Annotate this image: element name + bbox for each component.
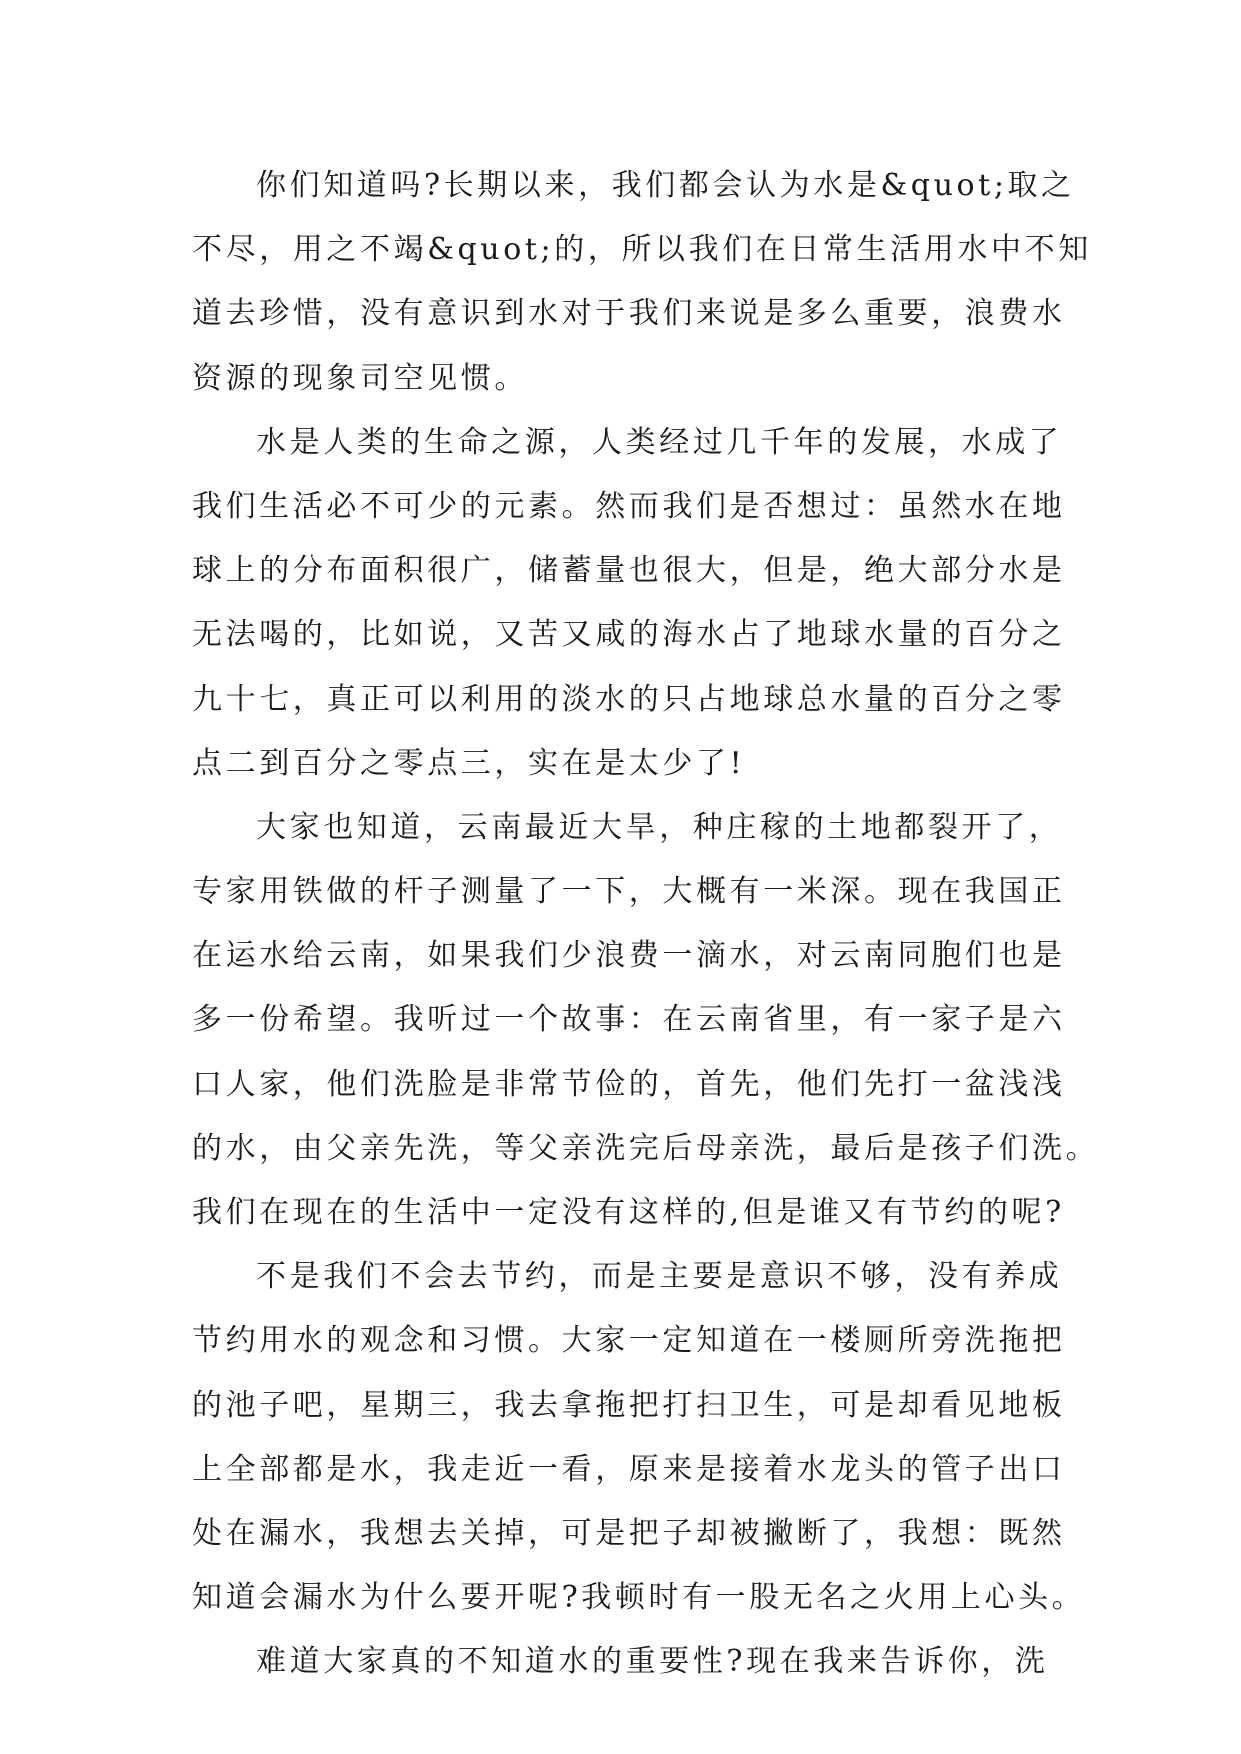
paragraph-line: 在运水给云南，如果我们少浪费一滴水，对云南同胞们也是 [192, 938, 1066, 974]
paragraph-line: 我们生活必不可少的元素。然而我们是否想过：虽然水在地 [192, 488, 1066, 524]
paragraph-line: 不是我们不会去节约，而是主要是意识不够，没有养成 [256, 1259, 1063, 1295]
paragraph-line: 难道大家真的不知道水的重要性?现在我来告诉你，洗 [256, 1644, 1049, 1680]
paragraph-line: 资源的现象司空见惯。 [192, 360, 528, 396]
paragraph-line: 专家用铁做的杆子测量了一下，大概有一米深。现在我国正 [192, 874, 1066, 910]
paragraph-line: 不尽，用之不竭&quot;的，所以我们在日常生活用水中不知 [192, 232, 1092, 268]
paragraph-3 [192, 796, 1100, 1245]
paragraph-line: 知道会漏水为什么要开呢?我顿时有一股无名之火用上心头。 [192, 1580, 1086, 1616]
paragraph-line: 的水，由父亲先洗，等父亲洗完后母亲洗，最后是孩子们洗。 [192, 1130, 1100, 1166]
paragraph-line: 处在漏水，我想去关掉，可是把子却被撇断了，我想：既然 [192, 1515, 1066, 1551]
paragraph-line: 上全部都是水，我走近一看，原来是接着水龙头的管子出口 [192, 1451, 1066, 1487]
paragraph-line: 我们在现在的生活中一定没有这样的,但是谁又有节约的呢? [192, 1195, 1065, 1230]
paragraph-line: 节约用水的观念和习惯。大家一定知道在一楼厕所旁洗拖把 [192, 1323, 1066, 1359]
paragraph-2 [192, 411, 1066, 796]
paragraph-4 [192, 1245, 1086, 1630]
paragraph-line: 口人家，他们洗脸是非常节俭的，首先，他们先打一盆浅浅 [192, 1066, 1066, 1102]
paragraph-line: 道去珍惜，没有意识到水对于我们来说是多么重要，浪费水 [192, 296, 1066, 332]
paragraph-line: 九十七，真正可以利用的淡水的只占地球总水量的百分之零 [192, 681, 1066, 717]
paragraph-line: 你们知道吗?长期以来，我们都会认为水是&quot;取之 [256, 168, 1075, 203]
paragraph-line: 无法喝的，比如说，又苦又咸的海水占了地球水量的百分之 [192, 617, 1066, 653]
paragraph-line: 大家也知道，云南最近大旱，种庄稼的土地都裂开了， [256, 809, 1063, 845]
paragraph-5 [192, 1630, 1052, 1694]
paragraph-line: 多一份希望。我听过一个故事：在云南省里，有一家子是六 [192, 1002, 1066, 1038]
paragraph-1 [192, 154, 1092, 411]
document-body [192, 154, 1100, 1695]
paragraph-line: 的池子吧，星期三，我去拿拖把打扫卫生，可是却看见地板 [192, 1387, 1066, 1423]
paragraph-line: 点二到百分之零点三，实在是太少了! [192, 745, 746, 781]
paragraph-line: 球上的分布面积很广，储蓄量也很大，但是，绝大部分水是 [192, 553, 1066, 589]
paragraph-line: 水是人类的生命之源，人类经过几千年的发展，水成了 [256, 424, 1063, 460]
